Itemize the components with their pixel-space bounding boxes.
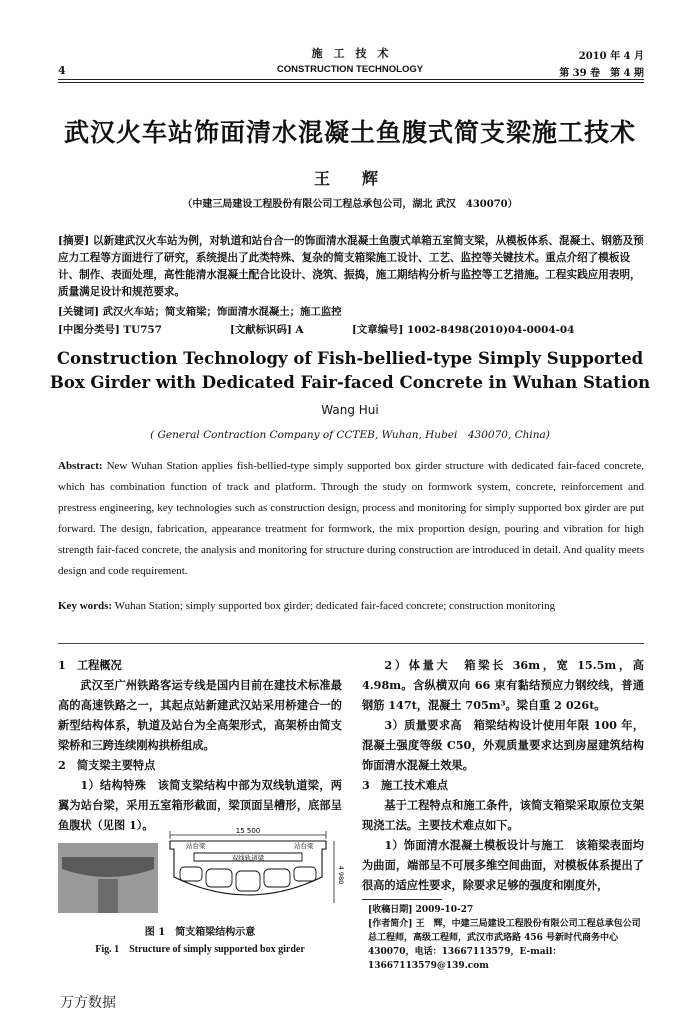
- right-column: [362, 655, 644, 895]
- abstract-en-text: New Wuhan Station applies fish-bellied-type simply supported box girder structure with dedicated fair-faced concrete, which has combination function of track and platform. Through the study on formwork system, concrete, reinforcement and prestress engineering, key technologies such as construction design, process and monitoring for simply supported box girder are put forward. The design, fabrication, appearance treatment for formwork, the mix proportion design, pouring and vibration for high strength fair-faced concrete, the analysis and monitoring for structure during construction are introduced in detail. And quality meets design and code requirement.: [58, 460, 645, 577]
- section-3-paragraph: 基于工程特点和施工条件，该简支箱梁采取原位支架现浇工法。主要技术难点如下。: [362, 798, 644, 832]
- article-number: [文章编号] 1002-8498(2010)04-0004-04: [352, 324, 575, 336]
- section-divider: [58, 643, 644, 644]
- figure-1: [58, 827, 345, 919]
- affiliation-cn: （中建三局建设工程股份有限公司工程总承包公司，湖北 武汉 430070）: [182, 199, 518, 210]
- footnote-received: [收稿日期] 2009-10-27: [368, 905, 474, 915]
- section-2-item-3: 3）质量要求高 箱梁结构设计使用年限 100 年，混凝土强度等级 C50，外观质量要求达到房屋建筑结构饰面清水混凝土效果。: [362, 718, 644, 772]
- clc-number: [中图分类号] TU757: [58, 324, 162, 336]
- abstract-en: [58, 456, 644, 582]
- keywords-en: [58, 596, 644, 617]
- label-platform-right: 站台梁: [294, 842, 314, 850]
- abstract-en-label: Abstract:: [58, 460, 103, 472]
- author-cn: 王 辉: [313, 169, 386, 188]
- title-en-line2: Box Girder with Dedicated Fair-faced Concrete in Wuhan Station: [49, 373, 651, 392]
- title-en-line1: Construction Technology of Fish-bellied-type Simply Supported: [56, 349, 644, 368]
- affiliation-en: ( General Contraction Company of CCTEB, Wuhan, Hubei 430070, China): [150, 429, 550, 441]
- document-code: [文献标识码] A: [230, 324, 304, 336]
- section-3-heading: 3 施工技术难点: [362, 778, 449, 792]
- keywords-en-text: Wuhan Station; simply supported box girder; dedicated fair-faced concrete; construction monitoring: [114, 600, 556, 612]
- section-2-heading: 2 简支梁主要特点: [58, 758, 156, 772]
- footnote-rule: [362, 899, 442, 900]
- issue-volume: 第 39 卷 第 4 期: [559, 68, 644, 79]
- cell-4: [264, 869, 290, 887]
- journal-name-cn: 施 工 技 术: [311, 47, 389, 60]
- cell-1: [180, 867, 202, 881]
- figure-caption-cn: 图 1 简支箱梁结构示意: [144, 927, 256, 938]
- header-rule-thin: [58, 82, 644, 83]
- dimension-width-label: 15 500: [235, 827, 261, 835]
- left-column: [58, 655, 342, 835]
- footnote-author-bio: [作者简介] 王 辉，中建三局建设工程股份有限公司工程总承包公司总工程师，高级工程师，武汉市武珞路 456 号新时代商务中心 430070，电话：13667113579，E-mail：13667113579@139.com: [368, 919, 641, 971]
- footnote: [368, 903, 644, 973]
- abstract-cn: [摘要] 以新建武汉火车站为例，对轨道和站台合一的饰面清水混凝土鱼腹式单箱五室简支梁，从模板体系、混凝土、钢筋及预应力工程等方面进行了研究，系统提出了此类特殊、复杂的简支箱梁施工设计、工艺、监控等关键技术。重点介绍了模板设计、制作、表面处理，高性能清水混凝土配合比设计、浇筑、振捣，施工期结构分析与监控等工艺措施。工程实践应用表明，质量满足设计和规范要求。: [58, 235, 644, 298]
- author-en: Wang Hui: [321, 403, 379, 417]
- dimension-height-label: 4 980: [337, 865, 345, 885]
- keywords-cn: [关键词] 武汉火车站；简支箱梁；饰面清水混凝土；施工监控: [58, 306, 342, 318]
- keywords-en-label: Key words:: [58, 600, 113, 612]
- title-cn: 武汉火车站饰面清水混凝土鱼腹式简支梁施工技术: [63, 118, 636, 147]
- cell-2: [206, 869, 232, 887]
- watermark-text: 万方数据: [60, 995, 116, 1011]
- section-2-item-1: 1）结构特殊 该简支梁结构中部为双线轨道梁，两翼为站台梁，采用五室箱形截面，梁顶面呈槽形，底部呈鱼腹状（见图 1）。: [58, 778, 342, 832]
- label-platform-left: 站台梁: [186, 842, 206, 850]
- cell-5: [294, 867, 316, 881]
- cell-3: [236, 871, 260, 891]
- journal-name-en: CONSTRUCTION TECHNOLOGY: [276, 64, 424, 75]
- section-1-paragraph: 武汉至广州铁路客运专线是国内目前在建技术标准最高的高速铁路之一，其起点站新建武汉站采用桥建合一的新型结构体系，轨道及站台为全高架形式，高架桥由简支梁桥和三跨连续刚构拱桥组成。: [58, 678, 342, 752]
- section-3-item-1: 1）饰面清水混凝土模板设计与施工 该箱梁表面均为曲面，端部呈不可展多维空间曲面，对模板体系提出了很高的适应性要求，除要求足够的强度和刚度外，: [362, 838, 644, 892]
- issue-date: 2010 年 4 月: [578, 51, 644, 62]
- box-girder-diagram: [58, 827, 345, 919]
- girder-photo-pier: [98, 879, 118, 913]
- section-1-heading: 1 工程概况: [58, 658, 122, 672]
- header-rule: [58, 79, 644, 80]
- page-number: 4: [58, 64, 66, 77]
- section-2-item-2: 2）体量大 箱梁长 36m，宽 15.5m，高 4.98m。含纵横双向 66 束有黏结预应力钢绞线，普通钢筋 147t，混凝土 705m³。梁自重 2 026t。: [362, 658, 644, 712]
- figure-caption-en: Fig. 1 Structure of simply supported box girder: [95, 944, 305, 955]
- label-track-girder: 双线轨道梁: [231, 854, 265, 862]
